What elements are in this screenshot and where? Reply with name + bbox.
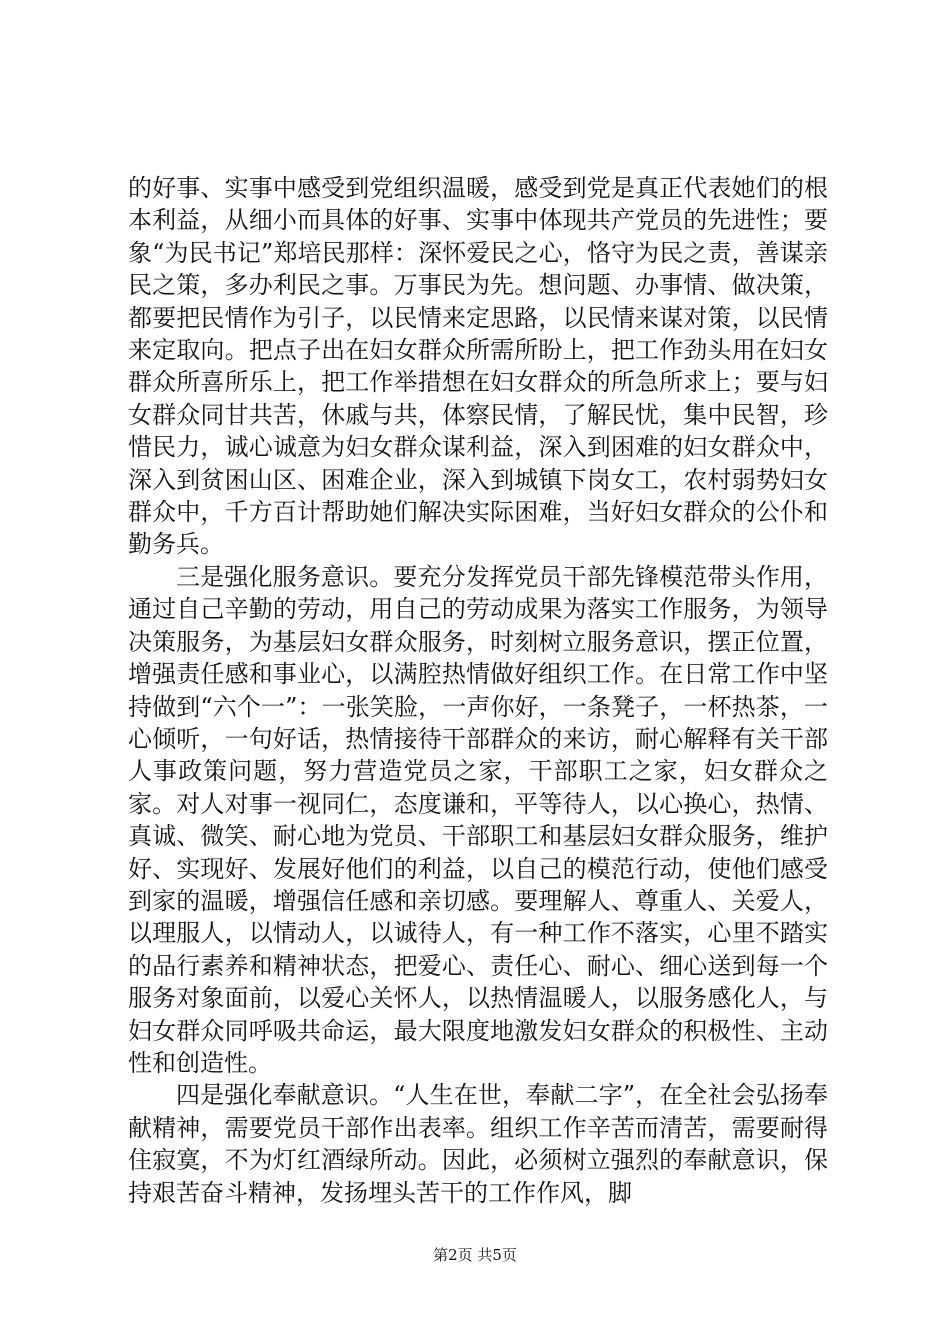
document-body — [128, 172, 828, 1209]
paragraph-3: 四是强化奉献意识。“人生在世，奉献二字”，在全社会弘扬奉献精神，需要党员干部作出表率。组织工作辛苦而清苦，需要耐得住寂寞，不为灯红酒绿所动。因此，必须树立强烈的奉献意识，保持艰苦奋斗精神，发扬埋头苦干的工作作风，脚 — [128, 1081, 828, 1207]
paragraph-1: 的好事、实事中感受到党组织温暖，感受到党是真正代表她们的根本利益，从细小而具体的好事、实事中体现共产党员的先进性；要象“为民书记”郑培民那样：深怀爱民之心，恪守为民之责，善谋亲民之策，多办利民之事。万事民为先。想问题、办事情、做决策，都要把民情作为引子，以民情来定思路，以民情来谋对策，以民情来定取向。把点子出在妇女群众所需所盼上，把工作劲头用在妇女群众所喜所乐上，把工作举措想在妇女群众的所急所求上；要与妇女群众同甘共苦，休戚与共，体察民情，了解民忧，集中民智，珍惜民力，诚心诚意为妇女群众谋利益，深入到困难的妇女群众中，深入到贫困山区、困难企业，深入到城镇下岗女工，农村弱势妇女群众中，千方百计帮助她们解决实际困难，当好妇女群众的公仆和勤务兵。 — [128, 174, 828, 559]
paragraph-2: 三是强化服务意识。要充分发挥党员干部先锋模范带头作用，通过自己辛勤的劳动，用自己的劳动成果为落实工作服务，为领导决策服务，为基层妇女群众服务，时刻树立服务意识，摆正位置，增强责任感和事业心，以满腔热情做好组织工作。在日常工作中坚持做到“六个一”：一张笑脸，一声你好，一条凳子，一杯热茶，一心倾听，一句好话，热情接待干部群众的来访，耐心解释有关干部人事政策问题，努力营造党员之家，干部职工之家，妇女群众之家。对人对事一视同仁，态度谦和，平等待人，以心换心，热情、真诚、微笑、耐心地为党员、干部职工和基层妇女群众服务，维护好、实现好、发展好他们的利益，以自己的模范行动，使他们感受到家的温暖，增强信任感和亲切感。要理解人、尊重人、关爱人，以理服人，以情动人，以诚待人，有一种工作不落实，心里不踏实的品行素养和精神状态，把爱心、责任心、耐心、细心送到每一个服务对象面前，以爱心关怀人，以热情温暖人，以服务感化人，与妇女群众同呼吸共命运，最大限度地激发妇女群众的积极性、主动性和创造性。 — [128, 562, 828, 1077]
page-footer: 第2页 共5页 — [433, 1246, 517, 1264]
